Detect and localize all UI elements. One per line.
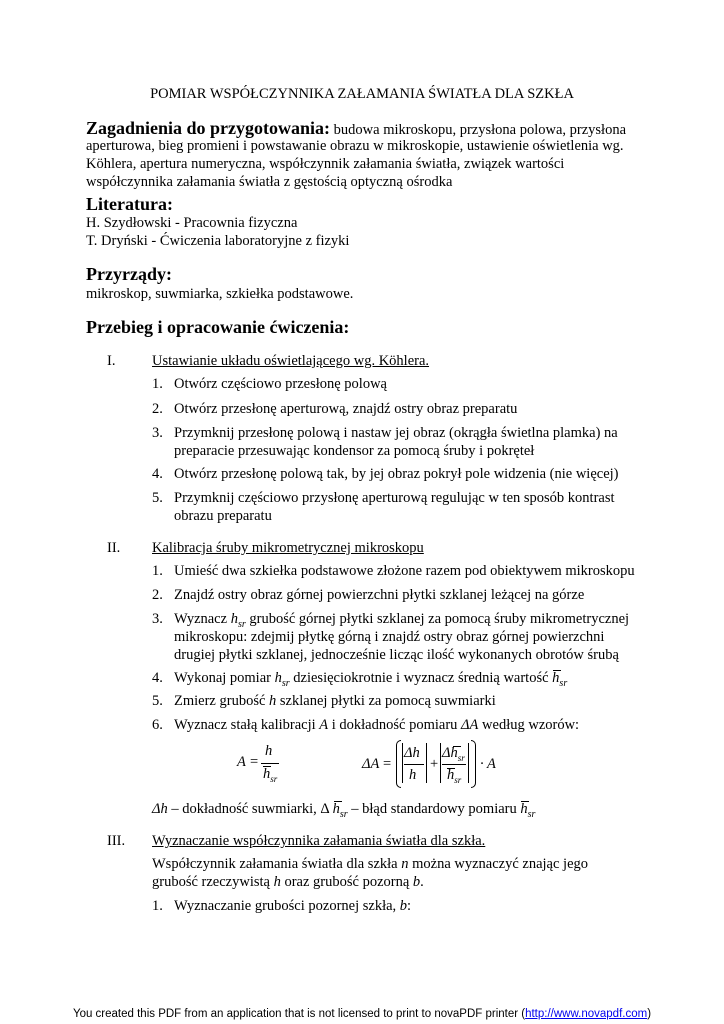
symbol-h: h — [269, 693, 277, 709]
text-fragment: i dokładność pomiaru — [331, 717, 458, 733]
subscript-sr: sr — [457, 752, 465, 763]
step-text: mikroskopu: zdejmij płytkę górną i znajdź ostry obraz górnej powierzchni — [174, 629, 605, 645]
text-fragment: grubość górnej płytki szklanej za pomocą śruby mikrometrycznej — [249, 611, 630, 627]
step-text — [174, 898, 411, 915]
right-paren — [471, 740, 476, 788]
denominator-h: h — [263, 766, 271, 782]
symbol-delta-h: Δh — [152, 801, 168, 817]
step-number: 4. — [152, 670, 163, 686]
symbol-b: b — [412, 874, 421, 890]
section3-paragraph-line1 — [152, 856, 588, 873]
section1-title: Ustawianie układu oświetlającego wg. Köhlera. — [152, 353, 430, 369]
text-fragment: . — [420, 874, 424, 890]
subscript-sr: sr — [281, 677, 290, 689]
left-paren — [396, 740, 401, 788]
denominator-h: h — [409, 767, 417, 783]
text-fragment: szklanej płytki za pomocą suwmiarki — [279, 693, 496, 709]
zagadnienia-line3: Köhlera, apertura numeryczna, współczynnik załamania światła, związek wartości — [86, 156, 565, 172]
step-text: Otwórz częściowo przesłonę polową — [174, 376, 387, 392]
formula-note — [152, 801, 535, 823]
step-text: Znajdź ostry obraz górnej powierzchni płytki szklanej leżącej na górze — [174, 587, 585, 603]
abs-bar — [402, 743, 403, 783]
text-fragment: Współczynnik załamania światła dla szkła — [152, 856, 398, 872]
step-number: 1. — [152, 898, 163, 914]
text-fragment: Zmierz grubość — [174, 693, 266, 709]
fraction-bar — [404, 764, 424, 765]
text-fragment: Wyznaczanie grubości pozornej szkła, — [174, 898, 397, 914]
symbol-A: A — [237, 754, 246, 770]
subscript-sr: sr — [454, 774, 462, 785]
abs-bar — [468, 743, 469, 783]
step-number: 6. — [152, 717, 163, 733]
step-text: preparacie przesuwając kondensor za pomocą śruby i pokręteł — [174, 443, 535, 459]
symbol-h: h — [273, 874, 281, 890]
pdf-footer — [0, 1008, 724, 1020]
subscript-sr: sr — [559, 677, 568, 689]
symbol-h: h — [520, 801, 528, 817]
section1-numeral: I. — [107, 353, 116, 369]
abs-bar — [426, 743, 427, 783]
zagadnienia-line4: współczynnika załamania światła z gęstością optyczną ośrodka — [86, 174, 453, 190]
symbol-delta-A: ΔA — [362, 756, 380, 772]
symbol-h: h — [274, 670, 282, 686]
zagadnienia-text1: budowa mikroskopu, przysłona polowa, przysłona — [333, 122, 627, 138]
novapdf-link[interactable]: http://www.novapdf.com — [525, 1008, 648, 1020]
step-number: 1. — [152, 563, 163, 579]
step-number: 3. — [152, 425, 163, 441]
text-fragment: według wzorów: — [482, 717, 580, 733]
section2-title: Kalibracja śruby mikrometrycznej mikroskopu — [152, 540, 424, 556]
literatura-item: T. Dryński - Ćwiczenia laboratoryjne z fizyki — [86, 233, 350, 249]
step-number: 4. — [152, 466, 163, 482]
subscript-sr: sr — [237, 618, 246, 630]
section3-paragraph-line2 — [152, 874, 424, 891]
zagadnienia-line1 — [86, 120, 626, 139]
text-fragment: dziesięciokrotnie i wyznacz średnią wartość — [293, 670, 549, 686]
step-number: 5. — [152, 693, 163, 709]
symbol-n: n — [401, 856, 409, 872]
step-number: 1. — [152, 376, 163, 392]
footer-text-end: ) — [647, 1008, 652, 1020]
step-text: Przymknij częściowo przysłonę aperturową regulując w ten sposób kontrast — [174, 490, 615, 506]
section3-numeral: III. — [107, 833, 126, 849]
section2-numeral: II. — [107, 540, 121, 556]
mean-h-symbol — [333, 801, 348, 823]
footer-text: You created this PDF from an application that is not licensed to print to novaPDF printer ( — [72, 1008, 526, 1020]
text-fragment: Wyznacz — [174, 611, 228, 627]
fraction-bar — [261, 763, 279, 764]
times-A: · A — [480, 756, 496, 772]
symbol-delta-A: ΔA — [461, 717, 479, 733]
mean-h-symbol — [552, 670, 567, 692]
text-fragment: : — [407, 898, 412, 914]
text-fragment: grubość rzeczywistą — [152, 874, 270, 890]
text-fragment: oraz grubość pozorną — [284, 874, 410, 890]
text-fragment: Wyznacz stałą kalibracji — [174, 717, 316, 733]
step-text: drugiej płytki szklanej, jednocześnie licząc ilość wykonanych obrotów śrubą — [174, 647, 619, 663]
section3-title: Wyznaczanie współczynnika załamania światła dla szkła. — [152, 833, 486, 849]
equals-sign: = — [250, 754, 259, 770]
symbol-h: h — [552, 670, 560, 686]
step-text — [174, 670, 567, 692]
subscript-sr: sr — [270, 773, 278, 784]
zagadnienia-line2: aperturowa, bieg promieni i powstawanie obrazu w mikroskopie, ustawienie oświetlenia wg. — [86, 138, 624, 154]
overbar — [334, 801, 342, 802]
zagadnienia-heading: Zagadnienia do przygotowania: — [86, 118, 331, 138]
literatura-heading: Literatura: — [86, 194, 173, 214]
step-number: 2. — [152, 587, 163, 603]
przyrzady-text: mikroskop, suwmiarka, szkiełka podstawowe. — [86, 286, 354, 302]
text-fragment: – błąd standardowy pomiaru — [351, 801, 517, 817]
symbol-b: b — [399, 898, 408, 914]
step-text: Przymknij przesłonę polową i nastaw jej obraz (okrągła świetlna plamka) na — [174, 425, 618, 441]
numerator-delta-h-sr: Δh — [442, 745, 458, 761]
step-text: obrazu preparatu — [174, 508, 272, 524]
plus-sign: + — [430, 756, 439, 772]
numerator-delta-h: Δh — [404, 745, 420, 761]
equals-sign: = — [383, 756, 392, 772]
step-number: 2. — [152, 401, 163, 417]
abs-bar — [440, 743, 441, 783]
step-text — [174, 693, 496, 710]
subscript-sr: sr — [339, 808, 348, 820]
overbar — [521, 801, 529, 802]
overbar — [453, 746, 461, 747]
step-text: Umieść dwa szkiełka podstawowe złożone razem pod obiektywem mikroskopu — [174, 563, 635, 579]
przebieg-heading: Przebieg i opracowanie ćwiczenia: — [86, 317, 350, 337]
step-text: Otwórz przesłonę aperturową, znajdź ostry obraz preparatu — [174, 401, 518, 417]
fraction-bar — [442, 764, 466, 765]
overbar — [553, 670, 561, 671]
step-number: 5. — [152, 490, 163, 506]
literatura-item: H. Szydłowski - Pracownia fizyczna — [86, 215, 298, 231]
step-text — [174, 717, 579, 734]
subscript-sr: sr — [527, 808, 536, 820]
przyrzady-heading: Przyrządy: — [86, 264, 172, 284]
text-fragment: można wyznaczyć znając jego — [412, 856, 589, 872]
symbol-A: A — [319, 717, 329, 733]
text-fragment: Wykonaj pomiar — [174, 670, 271, 686]
symbol-h: h — [332, 801, 340, 817]
step-number: 3. — [152, 611, 163, 627]
denominator-h-sr: h — [447, 767, 455, 783]
numerator-h: h — [265, 743, 273, 759]
text-fragment: – dokładność suwmiarki, Δ — [171, 801, 329, 817]
mean-h-symbol — [520, 801, 535, 823]
step-text: Otwórz przesłonę polową tak, by jej obraz pokrył pole widzenia (nie więcej) — [174, 466, 619, 482]
document-title: POMIAR WSPÓŁCZYNNIKA ZAŁAMANIA ŚWIATŁA DLA SZKŁA — [150, 86, 574, 102]
symbol-h: h — [230, 611, 238, 627]
